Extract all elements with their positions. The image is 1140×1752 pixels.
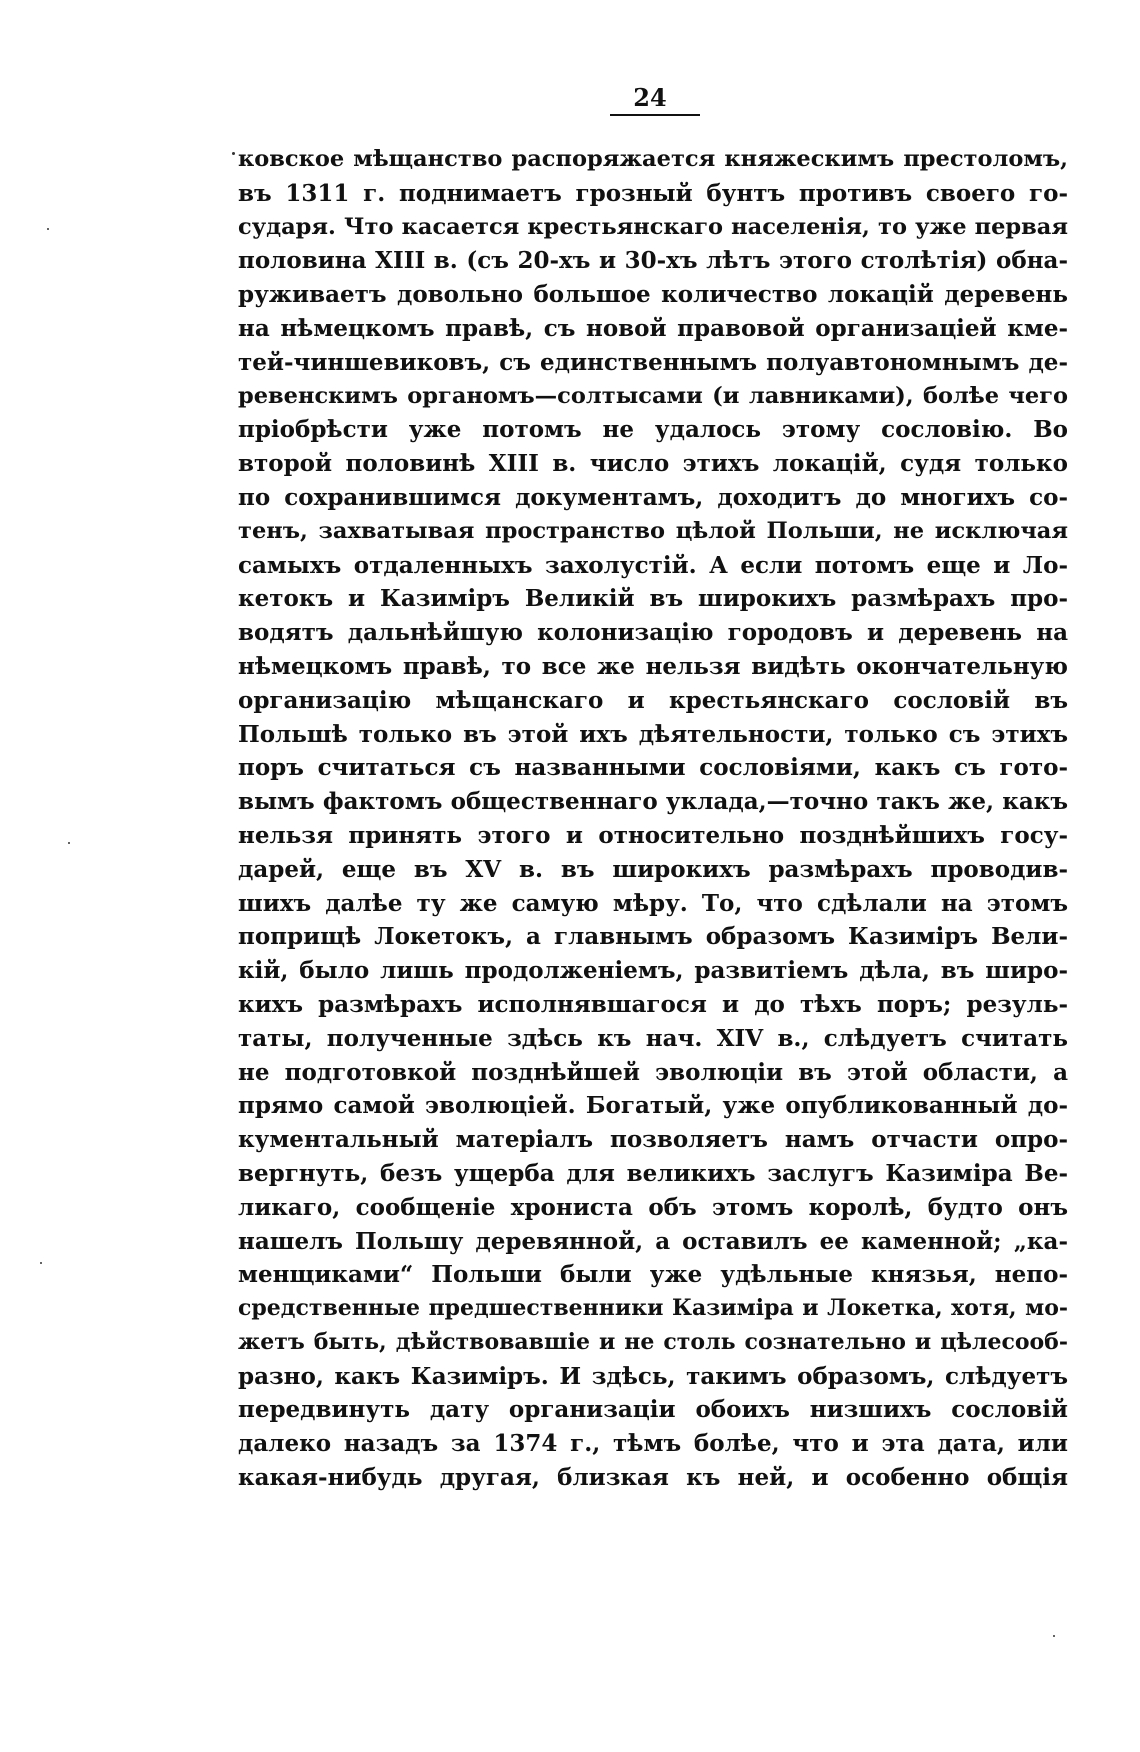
text-line: въ 1311 г. поднимаетъ грозный бунтъ противъ своего го- [238,179,1068,207]
scan-speck [40,1262,42,1264]
text-line: кій, было лишь продолженіемъ, развитіемъ дѣла, въ широ- [238,957,1068,985]
text-line: водятъ дальнѣйшую колонизацію городовъ и деревень на [238,619,1068,647]
text-line: ковское мѣщанство распоряжается княжескимъ престоломъ, [238,146,1068,172]
text-line: кументальный матеріалъ позволяетъ намъ отчасти опро- [238,1126,1068,1154]
text-line: нашелъ Польшу деревянной, а оставилъ ее каменной; „ка- [238,1227,1068,1255]
text-line: менщиками“ Польши были уже удѣльные князья, непо- [238,1261,1068,1289]
text-line: по сохранившимся документамъ, доходитъ до многихъ со- [238,483,1068,511]
text-line: нельзя принять этого и относительно позднѣйшихъ госу- [238,821,1068,849]
text-line: жетъ быть, дѣйствовавшіе и не столь сознательно и цѣлесооб- [238,1328,1068,1355]
body-text [238,143,1068,1495]
text-line: руживаетъ довольно большое количество локацій деревень [238,281,1068,309]
scan-speck [232,152,235,155]
text-line: половина XIII в. (съ 20-хъ и 30-хъ лѣтъ этого столѣтія) обна- [238,247,1068,275]
text-line: второй половинѣ XIII в. число этихъ локацій, судя только [238,450,1068,478]
text-line: Польшѣ только въ этой ихъ дѣятельности, только съ этихъ [238,720,1068,748]
text-line: на нѣмецкомъ правѣ, съ новой правовой организаціей кме- [238,314,1068,342]
text-line: вергнуть, безъ ущерба для великихъ заслугъ Казиміра Ве- [238,1159,1068,1187]
scan-speck [47,228,49,230]
page-number: 24 [633,83,667,112]
text-line: передвинуть дату организаціи обоихъ низшихъ сословій [238,1396,1068,1424]
text-line: кетокъ и Казиміръ Великій въ широкихъ размѣрахъ про- [238,585,1068,613]
text-line: шихъ далѣе ту же самую мѣру. То, что сдѣлали на этомъ [238,889,1068,917]
text-line: вымъ фактомъ общественнаго уклада,—точно такъ же, какъ [238,788,1068,816]
scan-speck [68,842,70,844]
text-line: дарей, еще въ XV в. въ широкихъ размѣрахъ проводив- [238,855,1068,883]
text-line: какая-нибудь другая, близкая къ ней, и особенно общія [238,1464,1068,1492]
text-line: кихъ размѣрахъ исполнявшагося и до тѣхъ поръ; резуль- [238,990,1068,1018]
text-line: средственные предшественники Казиміра и Локетка, хотя, мо- [238,1295,1068,1322]
text-line: тенъ, захватывая пространство цѣлой Польши, не исключая [238,517,1068,544]
text-line: ликаго, сообщеніе хрониста объ этомъ королѣ, будто онъ [238,1193,1068,1221]
text-line: поръ считаться съ названными сословіями, какъ съ гото- [238,754,1068,782]
page-number-rule [610,114,700,116]
text-line: ревенскимъ органомъ—солтысами (и лавниками), болѣе чего [238,382,1068,409]
text-line: не подготовкой позднѣйшей эволюціи въ этой области, а [238,1058,1068,1086]
text-line: тей-чиншевиковъ, съ единственнымъ полуавтономнымъ де- [238,348,1068,376]
text-line: пріобрѣсти уже потомъ не удалось этому сословію. Во [238,416,1068,444]
text-line: организацію мѣщанскаго и крестьянскаго сословій въ [238,686,1068,714]
text-line: прямо самой эволюціей. Богатый, уже опубликованный до- [238,1092,1068,1120]
text-line: нѣмецкомъ правѣ, то все же нельзя видѣть окончательную [238,652,1068,680]
text-line: далеко назадъ за 1374 г., тѣмъ болѣе, что и эта дата, или [238,1430,1068,1458]
scan-speck [1053,1635,1055,1637]
text-line: таты, полученные здѣсь къ нач. XIV в., слѣдуетъ считать [238,1024,1068,1052]
text-line: сударя. Что касается крестьянскаго населенія, то уже первая [238,213,1068,240]
text-line: самыхъ отдаленныхъ захолустій. А если потомъ еще и Ло- [238,551,1068,579]
text-line: поприщѣ Локетокъ, а главнымъ образомъ Казиміръ Вели- [238,923,1068,951]
text-line: разно, какъ Казиміръ. И здѣсь, такимъ образомъ, слѣдуетъ [238,1362,1068,1390]
